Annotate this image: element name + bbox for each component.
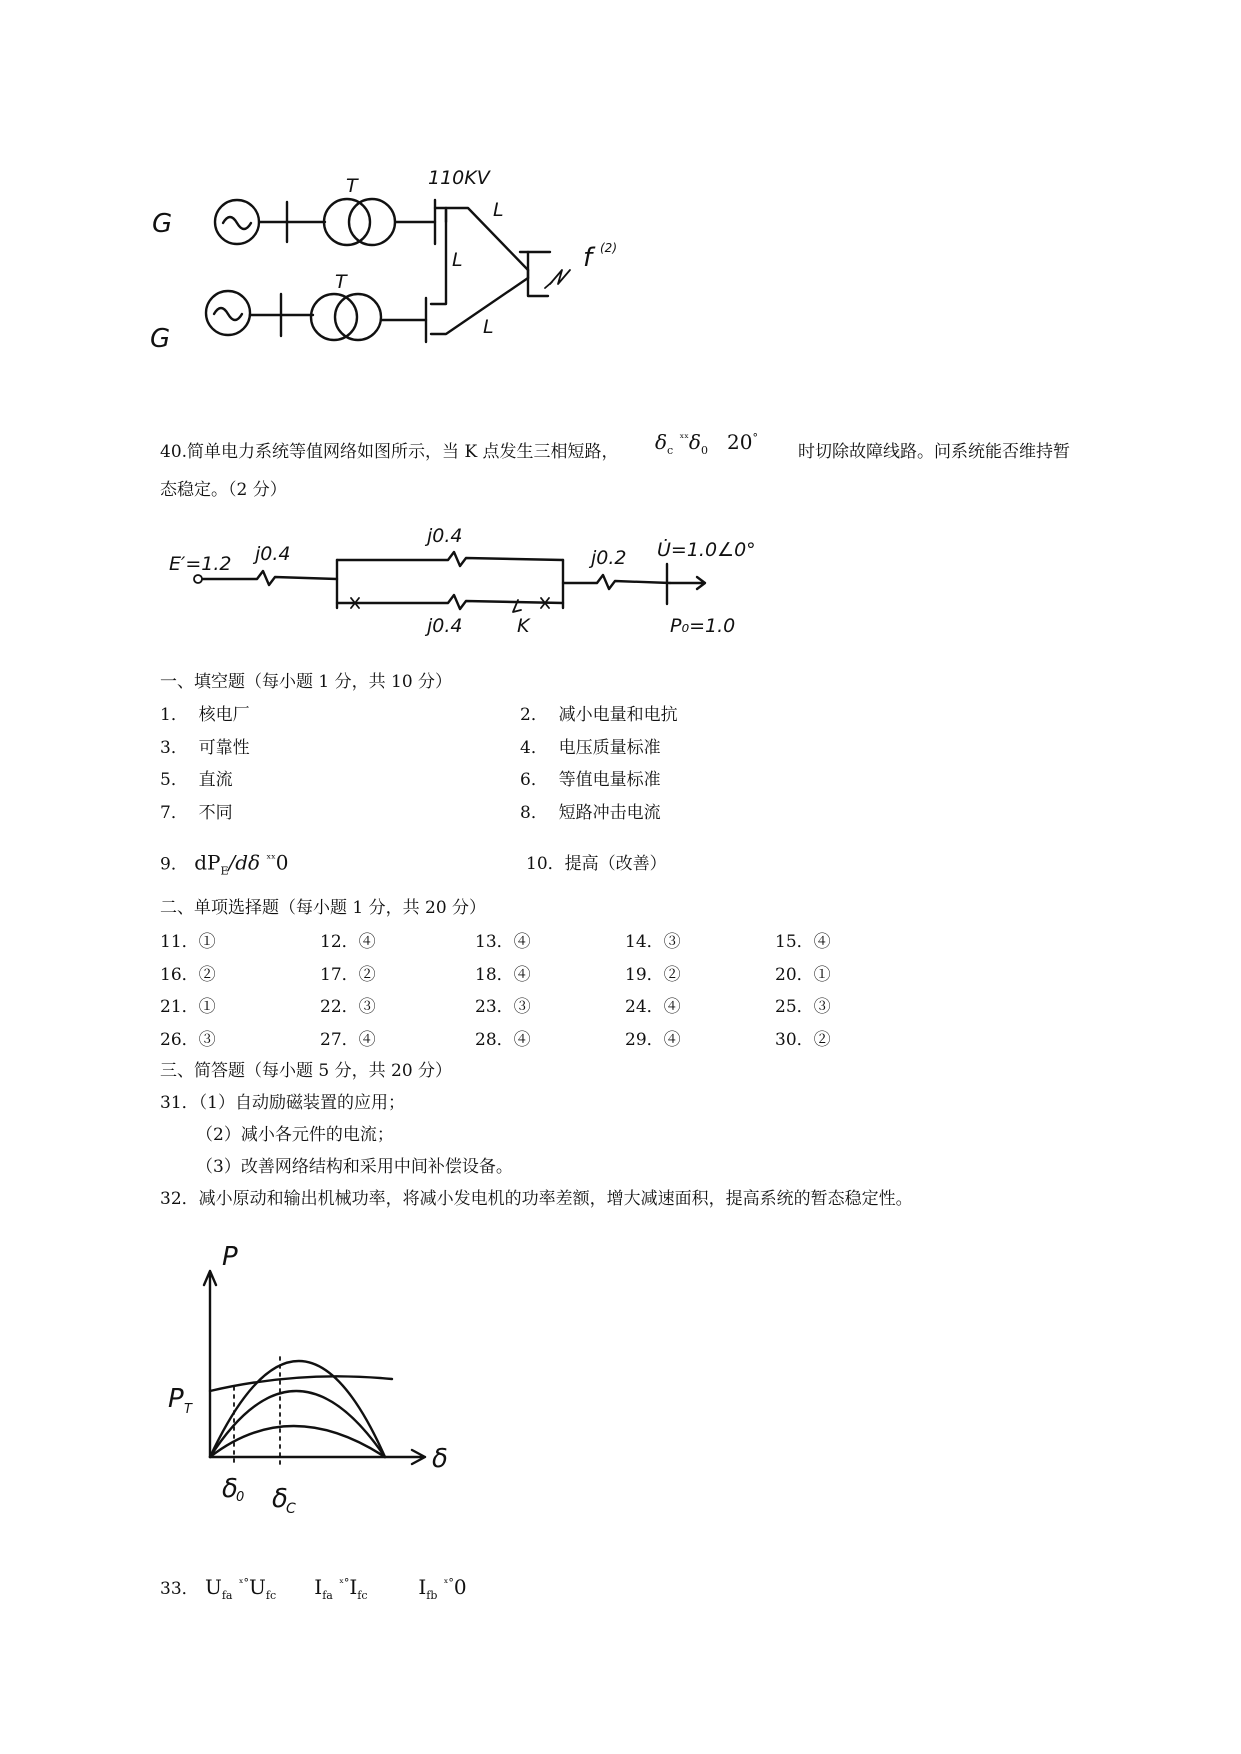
choice-answer: 23．③ xyxy=(475,997,531,1017)
choice-answer: 28．④ xyxy=(475,1029,531,1050)
fill-item-6: 6． 等值电量标准 xyxy=(520,770,661,790)
q40-prefix: 40.简单电力系统等值网络如图所示，当 K 点发生三相短路， xyxy=(160,442,619,462)
q31-line1: 31．（1）自动励磁装置的应用； xyxy=(160,1093,405,1113)
x-axis-label: δ xyxy=(432,1444,448,1474)
choice-answer: 20．① xyxy=(775,964,831,985)
deltac-sub: C xyxy=(286,1501,296,1515)
zero: 0 xyxy=(453,1575,467,1599)
gen-bottom-label: G xyxy=(150,324,171,354)
choice-answer: 22．③ xyxy=(320,997,376,1017)
line-upper xyxy=(337,552,563,566)
equivalent-network xyxy=(165,520,785,645)
fault-type-label: (2) xyxy=(600,241,617,255)
fill-item-4: 4． 电压质量标准 xyxy=(520,738,661,758)
i-fc: I xyxy=(349,1575,358,1599)
delta-0: δ xyxy=(688,430,701,454)
fill-item-2: 2． 减小电量和电抗 xyxy=(520,705,678,725)
fill-item-9: 9． $dP_E/d\delta$ $^{ˣˣ}$0 xyxy=(160,850,289,878)
choice-answer: 12．④ xyxy=(320,932,376,952)
i-fa: I xyxy=(314,1575,323,1599)
bus-fault xyxy=(528,252,548,296)
pt-line xyxy=(210,1376,392,1391)
delta0-label: δ xyxy=(222,1474,238,1504)
deltac-label: δ xyxy=(272,1484,288,1514)
line-top-label: L xyxy=(493,199,504,221)
delta-c-sub: c xyxy=(667,444,674,457)
u-fc: U xyxy=(249,1575,266,1599)
power-arrow-icon xyxy=(670,577,705,589)
q33-number: 33． xyxy=(160,1579,199,1599)
fill-item-7: 7． 不同 xyxy=(160,803,233,823)
choice-answer: 30．② xyxy=(775,1029,831,1050)
q31-line2: （2）减小各元件的电流； xyxy=(196,1125,394,1145)
choice-answer: 19．② xyxy=(625,964,681,985)
sine-icon xyxy=(223,217,251,229)
fill-item-5: 5． 直流 xyxy=(160,770,233,790)
fault-lightning-icon xyxy=(550,270,570,284)
choice-answer: 16．② xyxy=(160,964,216,985)
power-label: P₀=1.0 xyxy=(670,615,736,637)
line-mid-label: L xyxy=(452,249,463,271)
sine-icon xyxy=(214,308,242,320)
transformer-top-winding1 xyxy=(324,199,370,245)
x-axis xyxy=(210,1450,425,1464)
fill-item-8: 8． 短路冲击电流 xyxy=(520,803,661,823)
bus-voltage-label: 110KV xyxy=(428,170,490,189)
fill-item-3: 3． 可靠性 xyxy=(160,738,250,758)
line-lower xyxy=(337,595,563,609)
angle-value: 20 xyxy=(727,430,753,454)
curve-fault xyxy=(210,1426,385,1457)
q33-formula: 33． $U_{fa}$ $^{ˣ^\circ}U_{fc}$ $I_{fa}$ $^{ˣ^\circ}I_{fc}$ $I_{fb}$ $^{ˣ^\circ}$0 xyxy=(160,1575,467,1602)
choice-answer: 26．③ xyxy=(160,1029,216,1050)
curve-post-fault xyxy=(210,1391,385,1457)
line-vertical xyxy=(431,210,446,304)
choice-answer: 13．④ xyxy=(475,932,531,952)
trans-top-label: T xyxy=(346,175,358,197)
gen-top-label: G xyxy=(152,209,173,239)
op-symbol: ˣˣ xyxy=(679,431,689,445)
q40-line1 xyxy=(160,441,619,463)
q32-text: 32．减小原动和输出机械功率，将减小发电机的功率差额，增大减速面积，提高系统的暂态稳定性。 xyxy=(160,1189,913,1209)
y-axis xyxy=(204,1271,216,1457)
x2-label: j0.2 xyxy=(591,547,627,569)
transformer-top-winding2 xyxy=(349,199,395,245)
fault-point-label: K xyxy=(517,615,530,637)
i-fb: I xyxy=(418,1575,427,1599)
delta-0-sub: 0 xyxy=(700,444,708,457)
fill-item-10: 10．提高（改善） xyxy=(526,854,667,874)
pt-sub: T xyxy=(184,1402,192,1417)
section2-heading: 二、单项选择题（每小题 1 分，共 20 分） xyxy=(160,898,487,918)
choice-answer: 17．② xyxy=(320,964,376,985)
x-top-label: j0.4 xyxy=(427,525,463,547)
q31-line3: （3）改善网络结构和采用中间补偿设备。 xyxy=(196,1157,513,1177)
voltage-label: U̇=1.0∠0° xyxy=(657,539,756,561)
section3-heading: 三、简答题（每小题 5 分，共 20 分） xyxy=(160,1061,453,1081)
delta0-sub: 0 xyxy=(236,1490,245,1505)
q40-suffix: 时切除故障线路。问系统能否维持暂 xyxy=(798,442,1070,462)
fill-item-1: 1． 核电厂 xyxy=(160,705,250,725)
choice-answer: 14．③ xyxy=(625,932,681,952)
x-bottom-label: j0.4 xyxy=(427,615,463,637)
trans-bottom-label: T xyxy=(335,271,347,293)
pt-label: P xyxy=(168,1384,184,1414)
choice-answer: 24．④ xyxy=(625,997,681,1017)
q40-line2: 态稳定。（2 分） xyxy=(160,480,287,500)
choice-answer: 15．④ xyxy=(775,932,831,952)
q40-formula xyxy=(655,430,758,457)
emf-label: E′=1.2 xyxy=(169,553,232,575)
choice-answer: 27．④ xyxy=(320,1029,376,1050)
choice-answer: 11．① xyxy=(160,932,216,952)
system-diagram xyxy=(150,170,710,395)
choice-answer: 25．③ xyxy=(775,997,831,1017)
angle-sup: ° xyxy=(752,431,758,445)
fault-label: f xyxy=(583,243,593,273)
u-fa: U xyxy=(205,1575,222,1599)
y-axis-label: P xyxy=(222,1242,238,1272)
choice-answer: 18．④ xyxy=(475,964,531,985)
reactance-x2 xyxy=(563,575,670,589)
power-angle-graph xyxy=(160,1235,480,1515)
delta-c: δ xyxy=(655,430,668,454)
x1-label: j0.4 xyxy=(255,543,291,565)
choice-answer: 21．① xyxy=(160,997,216,1017)
source-node xyxy=(194,575,202,583)
line-bottom-label: L xyxy=(483,316,494,338)
section1-heading: 一、填空题（每小题 1 分，共 10 分） xyxy=(160,672,453,692)
choice-answer: 29．④ xyxy=(625,1029,681,1050)
